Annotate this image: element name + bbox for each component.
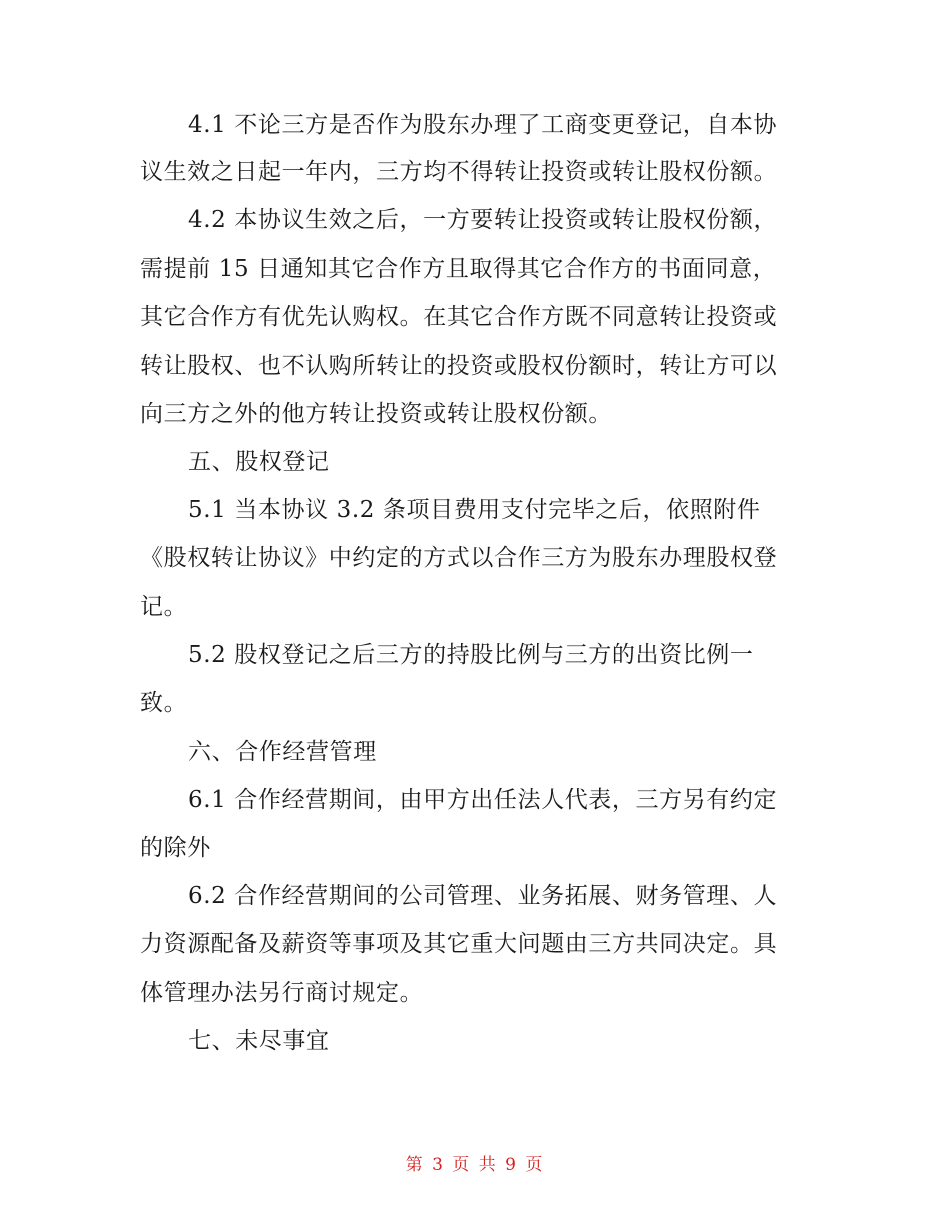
paragraph-line: 4.1 不论三方是否作为股东办理了工商变更登记，自本协 [188,112,778,138]
paragraph-line: 致。 [140,690,188,716]
page-number-footer: 第 3 页 共 9 页 [405,1155,545,1175]
paragraph-line: 向三方之外的他方转让投资或转让股权份额。 [140,401,612,427]
paragraph-line: 5.1 当本协议 3.2 条项目费用支付完毕之后，依照附件 [188,497,761,523]
section-heading: 六、合作经营管理 [188,739,377,765]
paragraph-line: 5.2 股权登记之后三方的持股比例与三方的出资比例一 [188,642,754,668]
paragraph-line: 需提前 15 日通知其它合作方且取得其它合作方的书面同意， [140,256,777,282]
paragraph-line: 力资源配备及薪资等事项及其它重大问题由三方共同决定。具 [140,931,778,957]
paragraph-line: 其它合作方有优先认购权。在其它合作方既不同意转让投资或 [140,304,778,330]
paragraph-line: 记。 [140,594,188,620]
paragraph-line: 《股权转让协议》中约定的方式以合作三方为股东办理股权登 [140,545,778,571]
paragraph-line: 体管理办法另行商讨规定。 [140,980,424,1006]
section-heading: 五、股权登记 [188,449,330,475]
paragraph-line: 6.1 合作经营期间，由甲方出任法人代表，三方另有约定 [188,787,778,813]
paragraph-line: 6.2 合作经营期间的公司管理、业务拓展、财务管理、人 [188,883,778,909]
paragraph-line: 4.2 本协议生效之后，一方要转让投资或转让股权份额， [188,207,778,233]
paragraph-line: 的除外 [140,835,211,861]
paragraph-line: 转让股权、也不认购所转让的投资或股权份额时，转让方可以 [140,353,778,379]
paragraph-line: 议生效之日起一年内，三方均不得转让投资或转让股权份额。 [140,159,778,185]
section-heading: 七、未尽事宜 [188,1028,330,1054]
